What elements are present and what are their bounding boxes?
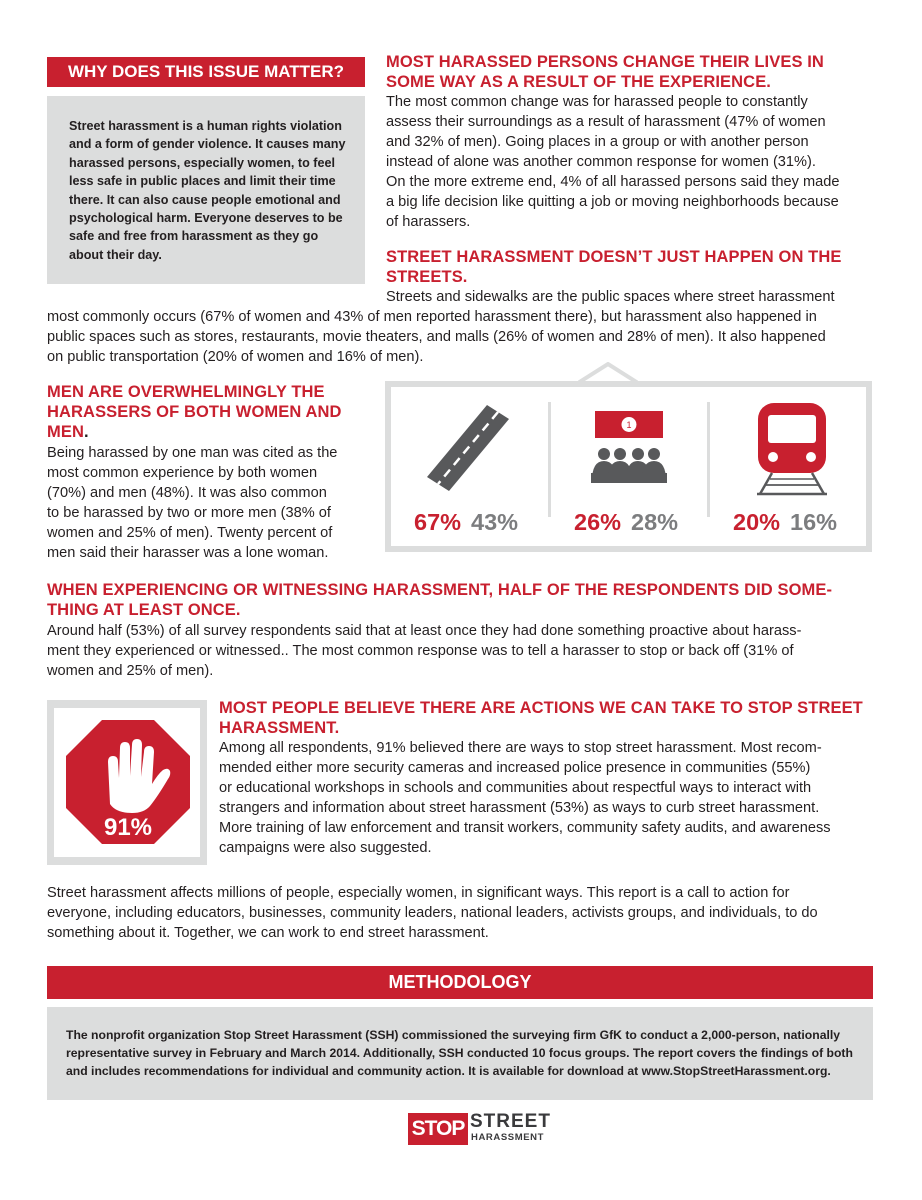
streets-first-line: Streets and sidewalks are the public spaces where street harassment	[386, 289, 835, 305]
stat-men-value: 16%	[790, 509, 838, 535]
change-heading-line: MOST HARASSED PERSONS CHANGE THEIR LIVES IN	[386, 53, 824, 71]
stop-body	[219, 738, 879, 858]
streets-heading	[386, 247, 841, 287]
stop-heading-line: MOST PEOPLE BELIEVE THERE ARE ACTIONS WE CAN TAKE TO STOP STREET	[219, 699, 863, 717]
text-line: The most common change was for harassed people to constantly	[386, 94, 808, 110]
text-line: on public transportation (20% of women and 16% of men).	[47, 349, 424, 365]
text-line: public spaces such as stores, restaurants, movie theaters, and malls (26% of women and 28% of men). It also happened	[47, 329, 826, 345]
stat-women-value: 26%	[574, 509, 622, 535]
text-line: of harassers.	[386, 214, 471, 230]
text-line: On the more extreme end, 4% of all harassed persons said they made	[386, 174, 840, 190]
stop-heading-line: HARASSMENT.	[219, 719, 340, 737]
men-heading-line: MEN ARE OVERWHELMINGLY THE	[47, 383, 325, 401]
men-heading	[47, 382, 342, 442]
stop-percent-label: 91%	[103, 814, 153, 841]
theater-screen-label: 1	[626, 420, 632, 430]
stop-street-harassment-logo	[408, 1111, 551, 1149]
text-line: assess their surroundings as a result of harassment (47% of women	[386, 114, 826, 130]
action-body	[47, 621, 887, 681]
text-line: to be harassed by two or more men (38% of	[47, 505, 331, 521]
stat-women-value: 20%	[733, 509, 781, 535]
text-line: ment they experienced or witnessed.. The most common response was to tell a harasser to stop or back off (31% of	[47, 643, 794, 659]
action-heading	[47, 580, 832, 620]
men-heading-line: HARASSERS OF BOTH WOMEN AND	[47, 403, 342, 421]
men-body	[47, 443, 367, 563]
text-line: most commonly occurs (67% of women and 43% of men reported harassment there), but harassment also happened in	[47, 309, 817, 325]
streets-body	[47, 307, 887, 367]
logo-street-text: STREET	[470, 1111, 551, 1132]
methodology-text	[66, 1026, 861, 1080]
road-icon	[425, 405, 511, 491]
stats-divider	[707, 402, 710, 517]
stop-heading	[219, 698, 863, 738]
text-line: or educational workshops in schools and communities about respectful ways to interact with	[219, 780, 812, 796]
stats-inner	[391, 387, 866, 546]
text-line: (70%) and men (48%). It was also common	[47, 485, 327, 501]
logo-stop-text: STOP	[408, 1113, 468, 1145]
why-callout-text: Street harassment is a human rights violation and a form of gender violence. It causes many harassed persons, especially women, to feel less safe in public places and limit their time there. It can also cause people emotional and psychological harm. Everyone deserves to be safe and free from harassment as they go about their day.	[69, 119, 346, 262]
text-line: and 32% of men). Going places in a group or with another person	[386, 134, 809, 150]
text-line: women and 25% of men).	[47, 663, 214, 679]
stat-transportation	[733, 508, 837, 536]
stat-women-value: 67%	[414, 509, 462, 535]
text-line: campaigns were also suggested.	[219, 840, 432, 856]
logo-harassment-text: HARASSMENT	[471, 1132, 545, 1143]
stat-men-value: 43%	[471, 509, 519, 535]
text-line: most common experience by both women	[47, 465, 318, 481]
stop-hand-icon	[64, 718, 192, 846]
text-line: and includes recommendations for individual and community action. It is available for download at www.StopStreetHarassment.org.	[66, 1064, 831, 1078]
text-line: representative survey in February and March 2014. Additionally, SSH conducted 10 focus groups. The report covers the findings of both	[66, 1046, 853, 1060]
text-line: something about it. Together, we can work to end street harassment.	[47, 925, 489, 941]
stat-men-value: 28%	[631, 509, 679, 535]
stop-sign-box	[47, 700, 207, 865]
action-heading-line: THING AT LEAST ONCE.	[47, 601, 241, 619]
change-body	[386, 92, 876, 232]
stats-box	[385, 381, 872, 552]
why-banner-title: WHY DOES THIS ISSUE MATTER?	[47, 57, 365, 87]
closing-body	[47, 883, 897, 943]
text-line: More training of law enforcement and transit workers, community safety audits, and awareness	[219, 820, 831, 836]
streets-heading-line: STREETS.	[386, 268, 468, 286]
streets-heading-line: STREET HARASSMENT DOESN’T JUST HAPPEN ON THE	[386, 248, 842, 266]
text-line: a big life decision like quitting a job or moving neighborhoods because	[386, 194, 839, 210]
text-line: mended either more security cameras and increased police presence in communities (55%)	[219, 760, 811, 776]
stat-public-spaces	[574, 508, 678, 536]
text-line: Street harassment affects millions of people, especially women, in significant ways. This report is a call to action for	[47, 885, 790, 901]
text-line: strangers and information about street harassment (53%) as ways to curb street harassment.	[219, 800, 820, 816]
change-heading-line: SOME WAY AS A RESULT OF THE EXPERIENCE.	[386, 73, 771, 91]
theater-icon	[584, 409, 674, 489]
text-line: women and 25% of men). Twenty percent of	[47, 525, 333, 541]
text-line: Around half (53%) of all survey respondents said that at least once they had done something proactive about harass-	[47, 623, 802, 639]
methodology-banner-title: METHODOLOGY	[47, 966, 873, 999]
text-line: everyone, including educators, businesses, community leaders, national leaders, activists groups, and individuals, to do	[47, 905, 818, 921]
text-line: The nonprofit organization Stop Street Harassment (SSH) commissioned the surveying firm GfK to conduct a 2,000-person, nationally	[66, 1028, 841, 1042]
action-heading-line: WHEN EXPERIENCING OR WITNESSING HARASSMENT, HALF OF THE RESPONDENTS DID SOME-	[47, 581, 833, 599]
methodology-box	[47, 1007, 873, 1100]
text-line: instead of alone was another common response for women (31%).	[386, 154, 816, 170]
men-heading-line: MEN.	[47, 423, 89, 441]
train-icon	[754, 401, 830, 497]
stat-streets	[414, 508, 518, 536]
text-line: Among all respondents, 91% believed there are ways to stop street harassment. Most recom-	[219, 740, 822, 756]
text-line: men said their harasser was a lone woman.	[47, 545, 329, 561]
text-line: Being harassed by one man was cited as the	[47, 445, 338, 461]
stats-divider	[548, 402, 551, 517]
why-callout-box	[47, 96, 365, 284]
change-heading	[386, 52, 824, 92]
